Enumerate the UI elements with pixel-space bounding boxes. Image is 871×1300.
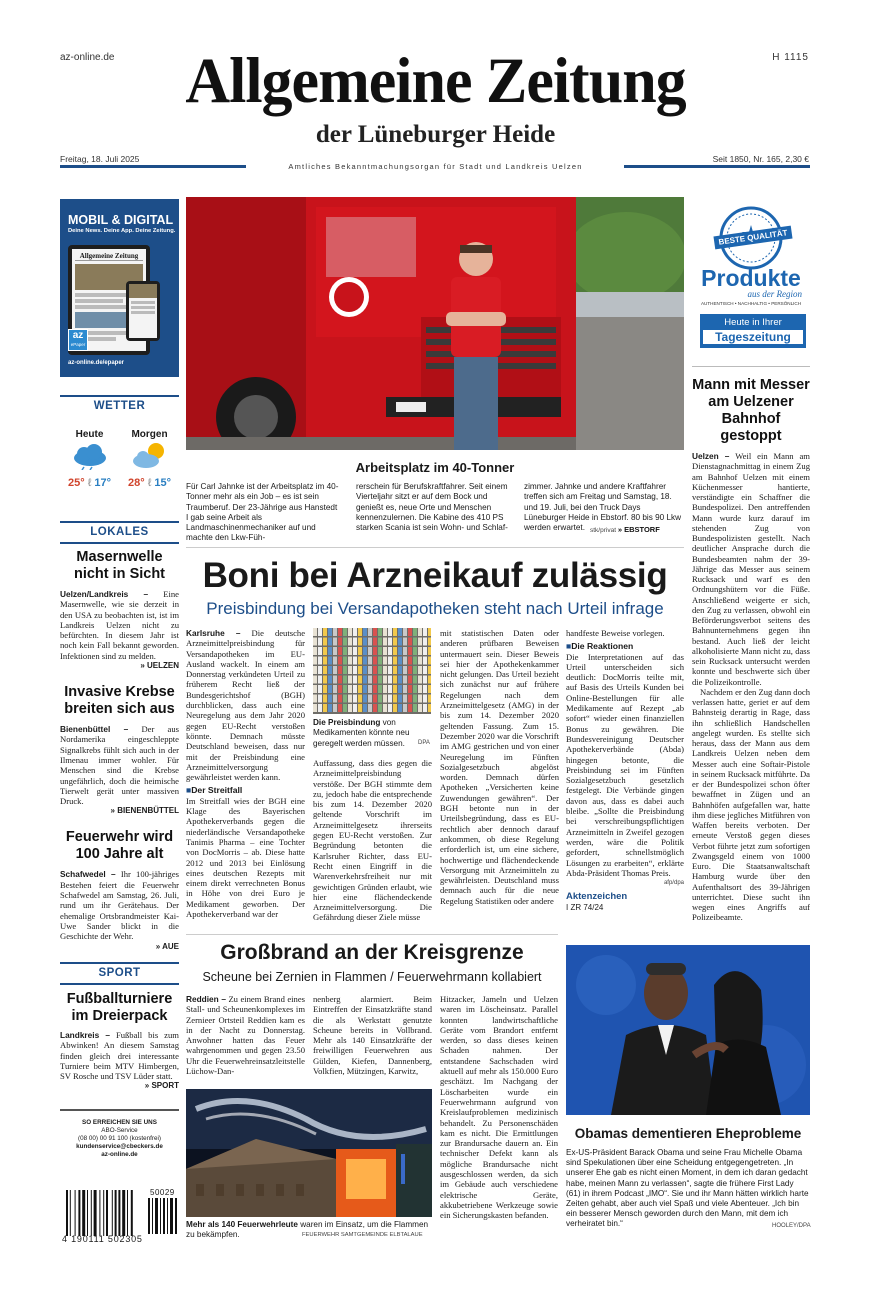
lead-text-1: Die deutsche Arzneimittelpreisbindung für Versandapotheken im EU-Ausland wackelt. In einem am Donnerstag verkündeten Urteil zu früherem Recht ließ der Bundesgerichtshof (BGH) durchblicken, dass auch eine Neuregelung aus dem Jahr 2020 gegen EU-Recht verstoßen könnte. Demnach müsste Deutschland beweisen, dass nur mit der Preisbindung eine Arzneimittelversorgung gewährleistet werden kann. [186, 628, 306, 783]
knife-article[interactable] [692, 377, 810, 923]
masthead-rule-right [624, 165, 810, 168]
dateline: Landkreis – [60, 1030, 110, 1040]
truck-photo[interactable] [186, 197, 684, 450]
case-number-label: Aktenzeichen [566, 891, 628, 903]
tomorrow-low: 15° [154, 477, 171, 489]
phone-illustration [126, 281, 160, 341]
lokales-title: LOKALES [60, 521, 179, 541]
article-headline[interactable]: Mann mit Messer am Uelzener Bahnhof gestoppt [692, 377, 810, 444]
article-text: Ihr 100-jähriges Bestehen feiert die Feuerwehr Schafwedel am Samstag, 26. Juli, rund um ihr Gerätehaus. Der ehemalige Ortsbrandmeister Kai-Uwe Sander blickt in die Geschichte der Wehr. [60, 869, 179, 942]
contact-title: SO ERREICHEN SIE UNS [82, 1119, 157, 1126]
lead-credit: afp/dpa [663, 880, 684, 887]
truck-image [186, 197, 684, 450]
weather-box [60, 395, 179, 489]
dateline: Reddien – [186, 994, 226, 1004]
lead-col-2: Auffassung, dass dies gegen die Arzneimittelpreisbindung verstöße. Der BGH stimmte dem zu, jedoch habe die entsprechende bis zum 14. Dezember 2020 geltende Vorschrift im Arzneimittelgesetz ihrerseits gegen EU-Recht verstoßen. Zur Begründung betonten die Karlsruher Richter, dass EU-Recht einen Eingriff in die Warenverkehrsfreiheit nur mit gewichtigen Gründen erlaubt, wie hier eine flächendeckende Arzneimittelversorgung. Die Gefährdung dieser Ziele müsse [313, 758, 432, 923]
article-text: Weil ein Mann am Dienstagnachmittag in einem Zug am Bahnhof Uelzen mit einem Küchenmesser hantierte, verständigte ein Schaffner die Bundespolizei. Den antreffenden Mann wurde kurz darauf im stehenden Zug von Bundespolizisten gestellt. Nach deutlicher Ansprache durch die Bundesbeamten nahm der 39-Jährige das Messer aus seinem Rucksack und warf es den Ordnungshütern vor die Füße. Anschließend weigerte er sich, den Zug zu verlassen, obwohl ein Beförderungsverbot seitens des Bahnunternehmens gegen ihn bestand. Auch ließ der leicht alkoholisierte Mann nicht zu, dass sein Rucksack untersucht werden konnte und beschwerte sich über die Polizeikontrolle. [692, 451, 810, 687]
dateline: Karlsruhe – [186, 628, 241, 638]
photo-credit: FEUERWEHR SAMTGEMEINDE ELBTALAUE [302, 1232, 423, 1238]
lead-col-1 [186, 628, 305, 919]
lead-col-4 [566, 628, 684, 913]
weather-title: WETTER [60, 395, 179, 415]
fire-text-1: Zu einem Brand eines Stall- und Scheunenkomplexes im Zernieer Ortsteil Reddien kam es in der Nacht zu Donnerstag. Anwohner hatten das Feuer wahrgenommen und gegen 23.50 Uhr die Feuerwehreinsatzleitstelle Lüchow-Dan- [186, 994, 306, 1077]
epaper-badge: az ePaper [68, 329, 88, 351]
lokales-article-2[interactable] [60, 684, 179, 815]
article-text: Eine Masernwelle, wie sie derzeit in den USA zu beobachten ist, ist im Landkreis Uelzen nicht zu befürchten. In diesem Jahr ist noch kein Fall bekannt geworden. Infektionen sind zu melden. [60, 589, 179, 661]
site-url[interactable]: az-online.de [60, 52, 115, 63]
epaper-promo[interactable] [60, 199, 179, 377]
sun-cloud-icon [128, 442, 172, 470]
lokales-article-3[interactable] [60, 829, 179, 950]
ad-box: Heute in Ihrer Tageszeitung [700, 314, 806, 348]
barcode-addon-bars [148, 1198, 178, 1234]
fire-scene-image [186, 1089, 432, 1217]
mini-masthead: Allgemeine Zeitung [75, 252, 143, 261]
photo-page-ref[interactable]: » EBSTORF [617, 525, 660, 534]
tomorrow-label: Morgen [131, 429, 168, 440]
contact-phone[interactable]: (08 00) 00 91 100 (kostenfrei) [78, 1135, 161, 1142]
fire-photo-caption: Mehr als 140 Feuerwehrleute waren im Einsatz, um die Flammen zu bekämpfen. [186, 1220, 429, 1240]
obama-photo[interactable] [566, 945, 810, 1115]
article-headline[interactable]: Invasive Krebse breiten sich aus [64, 684, 175, 718]
photo-credit: DPA [418, 740, 430, 746]
ad-tags: AUTHENTISCH • NACHHALTIG • PERSÖNLICH [700, 301, 802, 306]
page-reference[interactable]: » UELZEN [140, 661, 179, 671]
fire-headline[interactable]: Großbrand an der Kreisgrenze [220, 941, 524, 964]
article-text-2: Nachdem er den Zug dann doch verlassen hatte, geriet er auf dem Bahnsteig derartig in Rage, dass ihn schließlich Handschellen angelegt wurden. Es stellte sich heraus, dass der Mann aus dem Landkreis Uelzen neben dem Messer auch eine Softair-Pistole in seinem Rucksack mitführte. Da er der Bundespolizei schon öfter bewaffnet in Zügen und an Bahnhöfen aufgefallen war, hatte ihm diese jegliches Mitführen von Waffen bereits verboten. Der erneute Verstoß gegen dieses Verbot führte jetzt zum sofortigen Zwangsgeld einem von 1000 Euro. Die Staatsanwaltschaft Hamburg wurde über den Aufenthaltsort des 39-Jährigen unterrichtet. Diese sucht ihn wegen eines Angriffs auf Polizeibeamte. [692, 686, 811, 923]
cloud-icon [68, 442, 112, 470]
medicine-photo[interactable] [313, 628, 431, 714]
barcode-number: 4 190111 502305 [62, 1234, 143, 1244]
fire-photo[interactable] [186, 1089, 432, 1217]
dateline: Uelzen/Landkreis – [60, 589, 149, 599]
lead-headline[interactable]: Boni bei Arzneikauf zulässig [202, 556, 668, 595]
page-reference[interactable]: » AUE [155, 941, 179, 951]
regional-products-ad[interactable] [692, 197, 810, 352]
lead-text-4b: Die Interpretationen auf das Urteil unterscheiden sich deutlich: DocMorris teilte mit, auf Basis des Urteils Kunden bei Online-Bestellungen für alle Medikamente auf Rezept „ab sofort“ wieder einen finanziellen Bonus zu gewähren. Die Bundesvereinigung Deutscher Apothekerverbände (Abda) hingegen betonte, die Preisbindung sei im Fünften Sozialgesetzbuch gesetzlich festgelegt. Die Verbände gingen davon aus, dass es dabei auch bleibe. „Sollte die Preisbindung bei verschreibungspflichtigen Arzneimitteln in Zweifel gezogen werden, wäre die Politik gefordert, schnellstmöglich Lösungen zu erarbeiten“, erklärte Abda-Präsident Thomas Preis. [566, 651, 684, 878]
masthead-rule-left [60, 165, 246, 168]
promo-title: MOBIL & DIGITAL [68, 213, 174, 227]
photo-caption-col3: zimmer. Jahnke und andere Kraftfahrer treffen sich am Freitag und Samstag, 18. und 19. Juli, bei den Truck Days Lüneburger Heide in Ebstorf. 80 bis 90 Lkw werden erwartet. [524, 482, 682, 533]
lokales-section [60, 521, 179, 951]
photo-caption-col1: Für Carl Jahnke ist der Arbeitsplatz im 40-Tonner mehr als ein Job – es ist sein Traumberuf. Der 23-Jährige aus Hanstedt I gab seine Arbeit als Landmaschinenmechaniker auf und machte den Lkw-Füh- [186, 482, 339, 543]
masthead-subtitle: der Lüneburger Heide [315, 121, 556, 148]
masthead-tagline: Amtliches Bekanntmachungsorgan für Stadt und Landkreis Uelzen [288, 162, 583, 171]
page-reference[interactable]: » SPORT [144, 1081, 179, 1091]
contact-web[interactable]: az-online.de [101, 1151, 138, 1158]
obama-headline[interactable]: Obamas dementieren Eheprobleme [574, 1126, 802, 1141]
fire-deck: Scheune bei Zernien in Flammen / Feuerwehrmann kollabiert [202, 970, 542, 984]
lead-deck: Preisbindung bei Versandapotheken steht nach Urteil infrage [206, 599, 664, 618]
article-text: Fußball bis zum Abwinken! An diesem Samstag finden gleich drei interessante Turniere beim MTV Himbergen, SV Rosche und TSV Lüder statt. [60, 1030, 179, 1082]
promo-line: Deine News. Deine App. Deine Zeitung. [68, 228, 176, 234]
today-high: 25° [68, 477, 85, 489]
sport-title: SPORT [60, 962, 179, 982]
lokales-article-1[interactable] [60, 549, 179, 670]
dateline: Bienenbüttel – [60, 724, 129, 735]
lead-text-1b: Im Streitfall wies der BGH eine Klage des Bayerischen Apothekerverbands gegen die niederländische Versandapotheke Tanimis Pharma – eine Tochter von DocMorris – ab. Diese hatte 2012 und 2013 bei Einlösung eines deutschen Rezepts mit einem direkt verrechneten Bonus in Höhe von drei Euro je Medikament geworben. Der Apothekerverband war der [186, 795, 305, 920]
weather-today: Heute 25° ℓ 17° [62, 429, 117, 489]
lead-col-3: mit statistischen Daten oder anderen prüfbaren Beweisen untermauert sein. Dieser Beweis sei hier der Apothekenkammer nicht gelungen. Das Urteil bezieht sich zunächst nur auf frühere Regelungen nach dem Arzneimittelgesetz (AMG) in der bis zum 14. Dezember 2020 geltenden Fassung. Zum 15. Dezember 2020 war die Vorschrift im AMG gestrichen und von einer Neuregelung im Fünften Sozialgesetzbuch abgelöst worden. Demnach dürfen Apotheken „Versicherten keine Zuwendungen gewähren“. Der BGH betonte nun in der Urteilsbegründung, dass es EU-rechtlich aber dennoch darauf ankommen, ob diese Regelung erforderlich ist, um eine sichere, hochwertige und flächendeckende Versorgung mit Arzneimitteln zu gewährleisten. Deutschland muss demnach auch für die neue Regelung Statistiken oder andere [440, 628, 559, 906]
edition-code: H 1115 [772, 52, 809, 63]
article-headline[interactable]: Fußballturniere im Dreierpack [66, 991, 173, 1024]
dateline: Schafwedel – [60, 869, 116, 880]
issue-number-price: Seit 1850, Nr. 165, 2,30 € [712, 154, 809, 164]
fire-col-1 [186, 994, 305, 1076]
promo-url[interactable]: az-online.de/epaper [68, 360, 125, 366]
today-low: 17° [94, 477, 111, 489]
issue-date: Freitag, 18. Juli 2025 [60, 154, 140, 164]
contact-email[interactable]: kundenservice@cbeckers.de [76, 1143, 163, 1150]
fire-col-3: Hitzacker, Jameln und Uelzen waren im Löscheinsatz. Parallel konnten landwirtschaftliche Geräte vom Brandort entfernt werden, so dass dieses keinen Schaden nahmen. Der entstandene Sachschaden wird aktuell auf mehr als 150.000 Euro geschätzt. Im Nachgang der Löscharbeiten wurde ein Feuerwehrmann aufgrund von Kreislaufproblemen medizinisch behandelt. Zu Personenschäden kam es nicht. Die Ermittlungen zur Brandursache dauern an. Ein technischer Defekt kann als mögliche Brandursache nicht ausgeschlossen werden, da sich im Gebäude auch verschiedene elektrische Geräte, akkubetriebene Werkzeuge sowie ein Sicherungskasten befanden. [440, 994, 558, 1221]
subhead-streitfall: ■ Der Streitfall [186, 785, 305, 795]
article-text: Der aus Nordamerika eingeschleppte Signalkrebs fühlt sich auch in der Ilmenau immer wohler. Für Menschen sind die Krebse ungefährlich, doch die heimische Tierwelt gerät unter massiven Druck. [60, 724, 179, 807]
contact-box [60, 1109, 179, 1159]
obama-text: Ex-US-Präsident Barack Obama und seine Frau Michelle Obama sind Spekulationen über eine Scheidung entgegengetreten. „In unserer Ehe gab es nicht einen Moment, in dem ich daran gedacht habe, meinen Mann zu verlassen“, sagte die frühere First Lady (61) in ihrem Podcast „IMO“. Sie und ihr Mann hätten wirklich harte Zeiten gehabt, aber auch viel Spaß und viele Abenteuer. „Ich bin ein besserer Mensch geworden durch den Mann, mit dem ich verheiratet bin.“ [566, 1148, 809, 1229]
page-reference[interactable]: » BIENENBÜTTEL [110, 806, 179, 816]
masthead-title: Allgemeine Zeitung [185, 45, 686, 117]
tomorrow-high: 28° [128, 477, 145, 489]
article-headline[interactable]: Feuerwehr wird 100 Jahre alt [65, 829, 174, 863]
contact-service: ABO-Service [101, 1127, 138, 1134]
photo-credit: stk/privat » EBSTORF [590, 525, 660, 534]
sport-section [60, 962, 179, 1090]
weather-tomorrow: Morgen 28° ℓ 15° [122, 429, 177, 489]
photo-credit: HOOLEY/DPA [772, 1223, 811, 1229]
photo-caption-title[interactable]: Arbeitsplatz im 40-Tonner [355, 460, 515, 475]
barcode [60, 1188, 179, 1244]
quality-ribbon: BESTE QUALITÄT [713, 226, 792, 250]
sport-article[interactable] [60, 991, 179, 1090]
lead-text-4a: handfeste Beweise vorlegen. [566, 628, 665, 638]
medicine-photo-caption: Die Preisbindung von Medikamenten könnte neu geregelt werden müssen. [313, 718, 410, 748]
fire-col-2: nenberg alarmiert. Beim Eintreffen der Einsatzkräfte stand die als Werkstatt genutzte Scheune bereits in Vollbrand. Mehr als 140 Einsatzkräfte der freiwilligen Feuerwehren aus Gülden, Kiefen, Dannenberg, Volkfien, Mützingen, Karwitz, [313, 994, 432, 1077]
ad-word: Produkte [701, 265, 801, 291]
pharmacy-shelves-image [313, 628, 431, 714]
photo-caption-col2: rerschein für Berufskraftfahrer. Seit einem Vierteljahr sitzt er auf dem Bock und genießt es, neue Orte und Menschen kennenzulernen. Die Kabine des 410 PS starken Scania ist sein Wohn- und Schlaf- [356, 482, 508, 533]
barcode-addon: 50029 [150, 1188, 175, 1197]
case-number: I ZR 74/24 [566, 902, 604, 912]
dateline: Uelzen – [692, 451, 730, 461]
subhead-reaktionen: ■ Die Reaktionen [566, 641, 684, 651]
article-headline[interactable]: Masernwelle nicht in Sicht [73, 549, 166, 582]
today-label: Heute [75, 429, 104, 440]
ad-region: aus der Region [747, 289, 802, 299]
obama-couple-image [566, 945, 810, 1115]
barcode-bars [66, 1190, 148, 1236]
